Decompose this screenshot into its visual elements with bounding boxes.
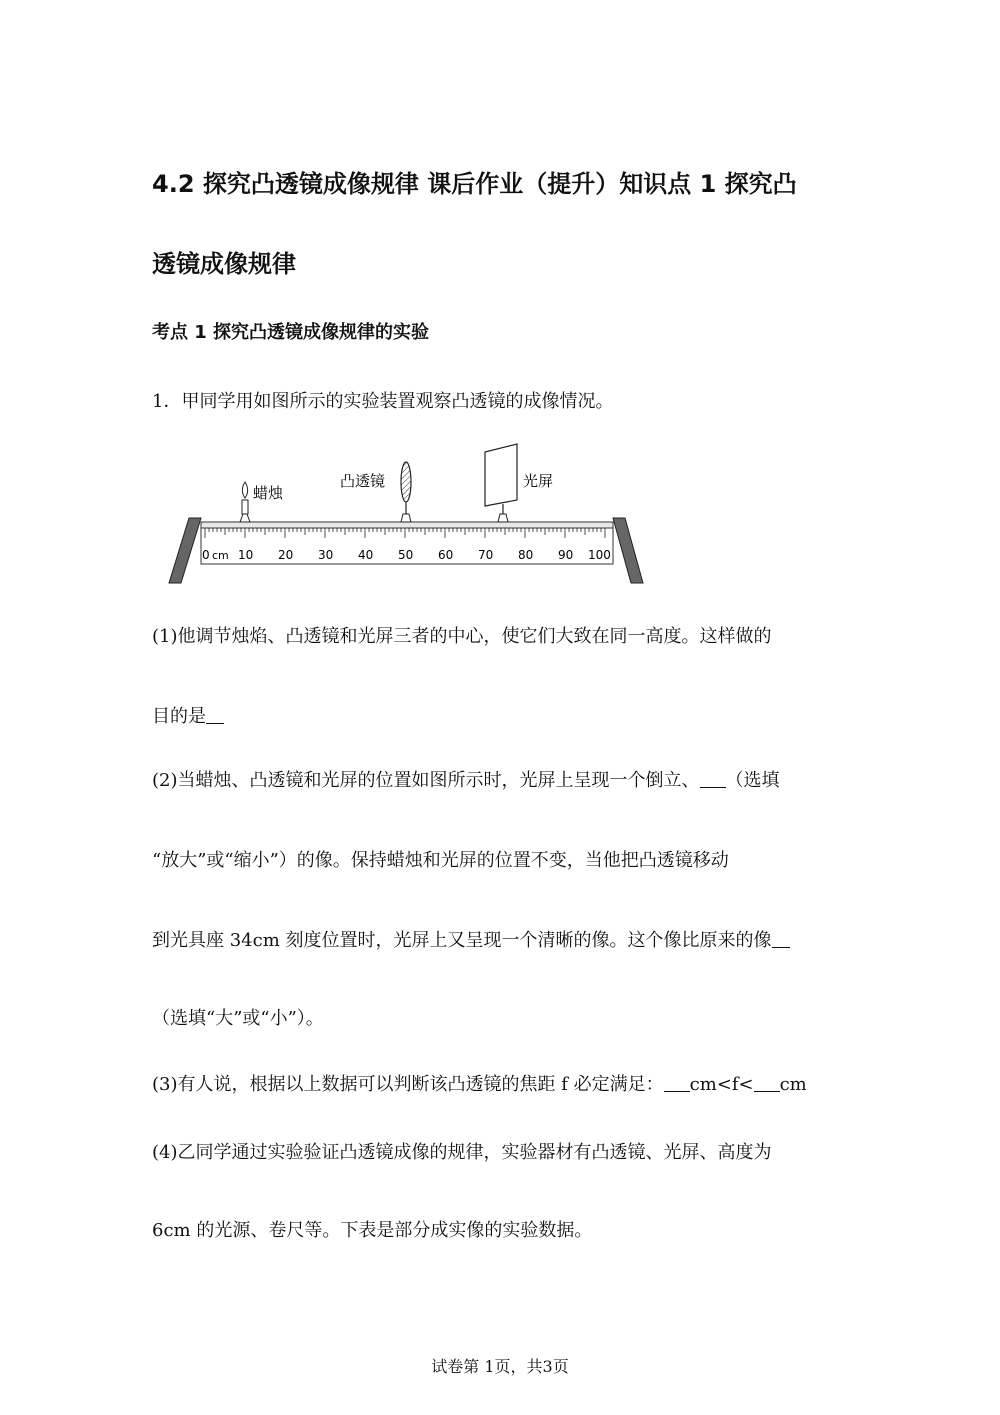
answer-blank-2[interactable]	[700, 769, 726, 788]
rail-top	[201, 522, 613, 528]
tick-label-0: 0	[202, 548, 210, 562]
answer-blank-4[interactable]	[664, 1073, 690, 1092]
convex-lens	[401, 462, 411, 522]
title-line-1: 4.2 探究凸透镜成像规律 课后作业（提升）知识点 1 探究凸	[152, 170, 797, 198]
question-1-part-3	[152, 1072, 852, 1098]
question-1-part-2-line-1	[152, 768, 852, 794]
optical-bench-diagram	[165, 438, 655, 588]
candle-label: 蜡烛	[253, 484, 284, 502]
unit-label: cm	[212, 549, 229, 562]
tick-label-80: 80	[518, 548, 534, 562]
question-1-part-4-line-1: (4)乙同学通过实验验证凸透镜成像的规律，实验器材有凸透镜、光屏、高度为	[152, 1142, 772, 1163]
question-1-part-1-line-2	[152, 704, 852, 730]
right-support	[613, 518, 643, 583]
answer-blank-1[interactable]	[206, 705, 224, 724]
question-1-part-1-line-1: (1)他调节烛焰、凸透镜和光屏三者的中心，使它们大致在同一高度。这样做的	[152, 626, 772, 647]
tick-label-40: 40	[358, 548, 374, 562]
question-1-part-2-tail: （选填	[725, 770, 780, 791]
question-1-part-4-line-2: 6cm 的光源、卷尺等。下表是部分成实像的实验数据。	[152, 1220, 593, 1241]
flame-icon	[242, 482, 247, 498]
question-1-part-2-text-3: 到光具座 34cm 刻度位置时，光屏上又呈现一个清晰的像。这个像比原来的像	[152, 930, 772, 951]
tick-label-30: 30	[318, 548, 334, 562]
question-1-intro: 1．甲同学用如图所示的实验装置观察凸透镜的成像情况。	[152, 391, 614, 412]
section-heading: 考点 1 探究凸透镜成像规律的实验	[152, 322, 430, 343]
tick-label-60: 60	[438, 548, 454, 562]
lens-label: 凸透镜	[340, 472, 386, 490]
question-1-part-2-line-3	[152, 928, 852, 954]
page-footer: 试卷第 1页，共3页	[431, 1357, 569, 1376]
question-1-part-2-line-4: （选填“大”或“小”）。	[152, 1008, 324, 1029]
question-1-part-2-line-2: “放大”或“缩小”）的像。保持蜡烛和光屏的位置不变，当他把凸透镜移动	[152, 850, 729, 871]
tick-label-90: 90	[558, 548, 574, 562]
tick-label-20: 20	[278, 548, 294, 562]
tick-label-100: 100	[588, 548, 611, 562]
light-screen	[485, 444, 517, 522]
title-line-2: 透镜成像规律	[152, 250, 296, 278]
question-1-part-3-tail: cm	[779, 1074, 807, 1095]
question-1-part-2-text: (2)当蜡烛、凸透镜和光屏的位置如图所示时，光屏上呈现一个倒立、	[152, 770, 700, 791]
left-support	[169, 518, 201, 583]
candle	[240, 482, 250, 522]
question-1-part-3-mid: cm<f<	[689, 1074, 754, 1095]
tick-label-10: 10	[238, 548, 254, 562]
answer-blank-5[interactable]	[754, 1073, 780, 1092]
answer-blank-3[interactable]	[772, 929, 790, 948]
tick-label-50: 50	[398, 548, 414, 562]
screen-label: 光屏	[523, 472, 554, 490]
tick-label-70: 70	[478, 548, 494, 562]
question-1-part-1-text: 目的是	[152, 706, 206, 727]
question-1-part-3-text: (3)有人说，根据以上数据可以判断该凸透镜的焦距 f 必定满足：	[152, 1074, 664, 1095]
